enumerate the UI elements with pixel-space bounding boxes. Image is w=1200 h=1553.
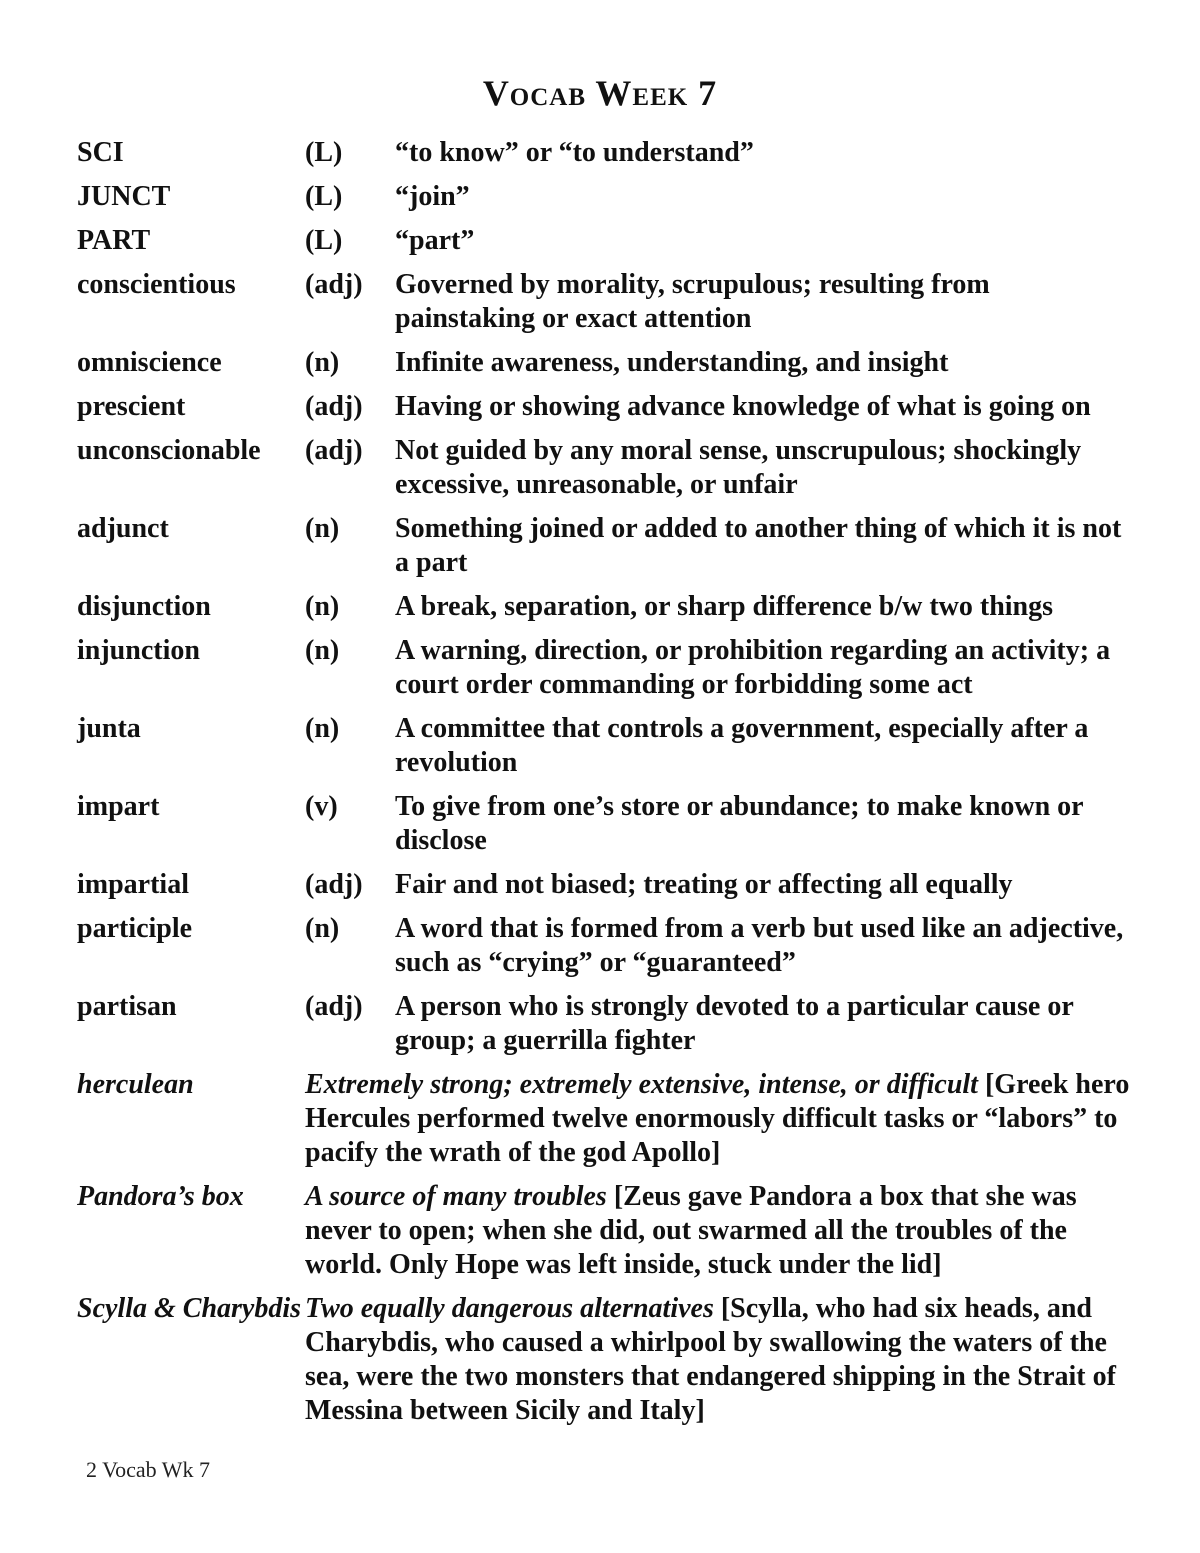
word-row xyxy=(77,990,1137,1058)
allusion-definition xyxy=(305,1292,1135,1428)
word-row xyxy=(77,590,1137,624)
page-footer: 2 Vocab Wk 7 xyxy=(86,1457,211,1482)
word-term: disjunction xyxy=(77,591,211,622)
word-pos: (n) xyxy=(305,513,340,544)
allusion-meaning: Two equally dangerous alternatives xyxy=(305,1293,714,1324)
allusion-term: Scylla & Charybdis xyxy=(77,1293,302,1324)
word-term: unconscionable xyxy=(77,435,261,466)
word-term: impartial xyxy=(77,869,189,900)
allusion-origin: [Greek hero Hercules performed twelve enormously difficult tasks or “labors” to pacify the wrath of the god Apollo] xyxy=(305,1069,1130,1168)
word-definition: A committee that controls a government, especially after a revolution xyxy=(395,713,1089,778)
root-meaning: “join” xyxy=(395,181,470,212)
word-row xyxy=(77,790,1137,858)
allusion-row xyxy=(77,1292,1137,1428)
word-pos: (adj) xyxy=(305,269,363,300)
word-term: injunction xyxy=(77,635,200,666)
allusion-definition xyxy=(305,1068,1135,1170)
allusion-origin: [Zeus gave Pandora a box that she was never to open; when she did, out swarmed all the troubles of the world. Only Hope was left inside, stuck under the lid] xyxy=(305,1181,1077,1280)
root-origin: (L) xyxy=(305,225,343,256)
word-term: conscientious xyxy=(77,269,236,300)
word-row xyxy=(77,346,1137,380)
allusion-row xyxy=(77,1180,1137,1282)
word-pos: (adj) xyxy=(305,391,363,422)
allusion-row xyxy=(77,1068,1137,1170)
word-term: prescient xyxy=(77,391,186,422)
word-definition: To give from one’s store or abundance; to make known or disclose xyxy=(395,791,1084,856)
root-origin: (L) xyxy=(305,181,343,212)
word-row xyxy=(77,712,1137,780)
word-definition: Infinite awareness, understanding, and insight xyxy=(395,347,949,378)
root-row xyxy=(77,180,1137,214)
root-row xyxy=(77,224,1137,258)
root-meaning: “part” xyxy=(395,225,475,256)
allusion-meaning: A source of many troubles xyxy=(305,1181,607,1212)
allusion-term: herculean xyxy=(77,1069,194,1100)
word-pos: (adj) xyxy=(305,435,363,466)
word-definition: Not guided by any moral sense, unscrupulous; shockingly excessive, unreasonable, or unfair xyxy=(395,435,1082,500)
word-definition: A person who is strongly devoted to a particular cause or group; a guerrilla fighter xyxy=(395,991,1074,1056)
word-row xyxy=(77,512,1137,580)
word-term: partisan xyxy=(77,991,177,1022)
allusion-definition xyxy=(305,1180,1135,1282)
allusion-origin: [Scylla, who had six heads, and Charybdis, who caused a whirlpool by swallowing the waters of the sea, were the two monsters that endangered shipping in the Strait of Messina between Sicily and Italy] xyxy=(305,1293,1116,1426)
word-definition: Governed by morality, scrupulous; resulting from painstaking or exact attention xyxy=(395,269,990,334)
root-term: SCI xyxy=(77,137,124,168)
word-pos: (n) xyxy=(305,347,340,378)
page-title: Vocab Week 7 xyxy=(482,73,718,113)
word-definition: Having or showing advance knowledge of what is going on xyxy=(395,391,1091,422)
word-definition: A warning, direction, or prohibition regarding an activity; a court order commanding or forbidding some act xyxy=(395,635,1111,700)
word-term: impart xyxy=(77,791,160,822)
word-pos: (adj) xyxy=(305,869,363,900)
word-definition: A break, separation, or sharp difference b/w two things xyxy=(395,591,1054,622)
word-row xyxy=(77,912,1137,980)
root-origin: (L) xyxy=(305,137,343,168)
root-term: PART xyxy=(77,225,151,256)
word-row xyxy=(77,868,1137,902)
word-term: adjunct xyxy=(77,513,169,544)
allusion-meaning: Extremely strong; extremely extensive, intense, or difficult xyxy=(305,1069,978,1100)
word-term: junta xyxy=(77,713,141,744)
word-definition: Something joined or added to another thing of which it is not a part xyxy=(395,513,1122,578)
allusion-term: Pandora’s box xyxy=(77,1181,244,1212)
root-meaning: “to know” or “to understand” xyxy=(395,137,754,168)
vocab-list xyxy=(77,136,1137,1438)
word-pos: (v) xyxy=(305,791,338,822)
word-pos: (n) xyxy=(305,913,340,944)
word-pos: (adj) xyxy=(305,991,363,1022)
word-definition: A word that is formed from a verb but used like an adjective, such as “crying” or “guaranteed” xyxy=(395,913,1124,978)
word-term: omniscience xyxy=(77,347,222,378)
word-row xyxy=(77,390,1137,424)
word-term: participle xyxy=(77,913,193,944)
root-row xyxy=(77,136,1137,170)
word-pos: (n) xyxy=(305,591,340,622)
word-row xyxy=(77,434,1137,502)
word-pos: (n) xyxy=(305,713,340,744)
word-pos: (n) xyxy=(305,635,340,666)
word-definition: Fair and not biased; treating or affecting all equally xyxy=(395,869,1013,900)
word-row xyxy=(77,634,1137,702)
root-term: JUNCT xyxy=(77,181,171,212)
word-row xyxy=(77,268,1137,336)
